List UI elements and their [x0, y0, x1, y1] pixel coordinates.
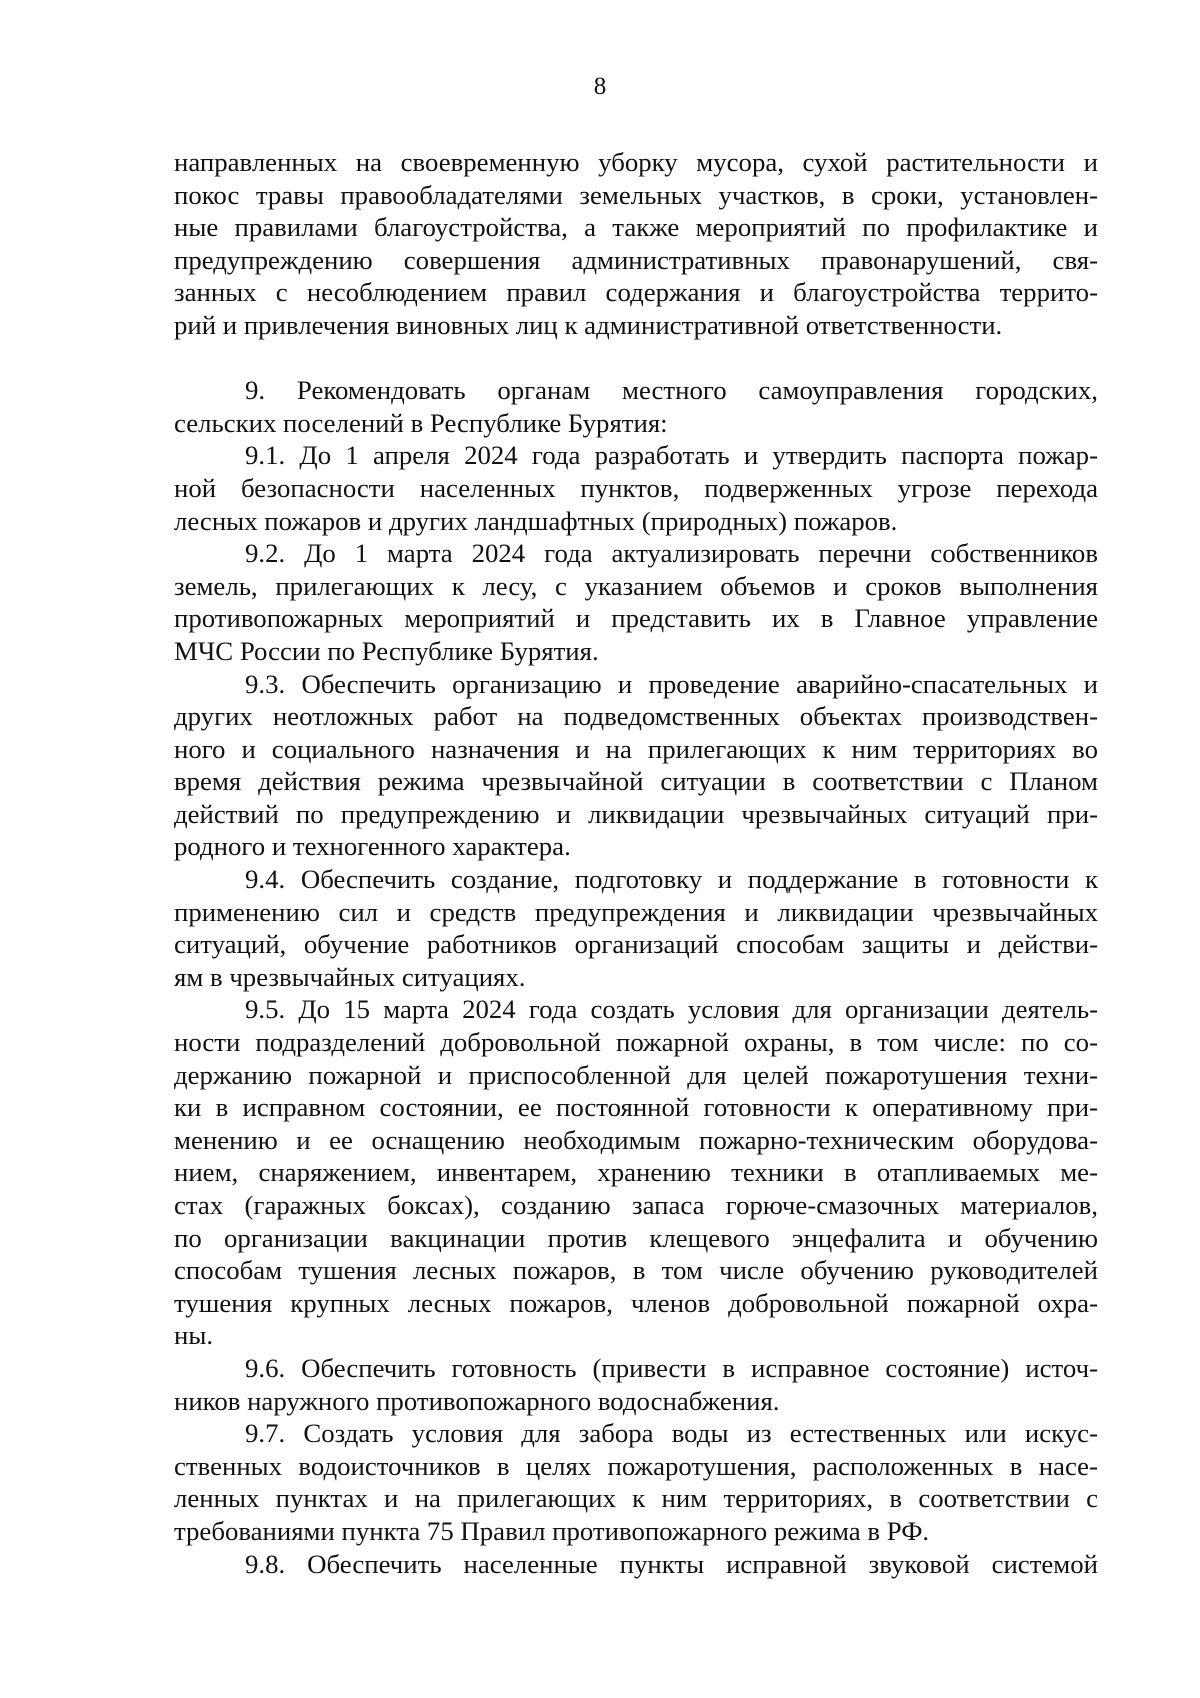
text-line: держанию пожарной и приспособленной для целей пожаротушения техни- — [174, 1059, 1098, 1090]
text-line: требованиями пункта 75 Правил противопожарного режима в РФ. — [174, 1515, 930, 1546]
paragraph — [174, 1352, 1098, 1417]
text-line: ленных пунктах и на прилегающих к ним территориях, в соответствии с — [174, 1483, 1098, 1514]
text-line: ной безопасности населенных пунктов, подверженных угрозе перехода — [174, 472, 1098, 503]
text-line: ности подразделений добровольной пожарной охраны, в том числе: по со- — [174, 1027, 1098, 1058]
paragraph — [174, 537, 1098, 667]
text-line: 9.1. До 1 апреля 2024 года разработать и утвердить паспорта пожар- — [245, 440, 1098, 471]
document-body — [174, 146, 1098, 1580]
text-line: лесных пожаров и других ландшафтных (природных) пожаров. — [174, 505, 898, 536]
text-line: 9.8. Обеспечить населенные пункты исправной звуковой системой — [245, 1548, 1098, 1579]
text-line: земель, прилегающих к лесу, с указанием объемов и сроков выполнения — [174, 570, 1098, 601]
text-line: сельских поселений в Республике Бурятия: — [174, 407, 668, 438]
paragraph — [174, 374, 1098, 439]
text-line: предупреждению совершения административных правонарушений, свя- — [174, 244, 1098, 275]
text-line: стах (гаражных боксах), созданию запаса горюче-смазочных материалов, — [174, 1190, 1098, 1220]
text-line: менению и ее оснащению необходимым пожарно-техническим оборудова- — [174, 1124, 1098, 1155]
text-line: время действия режима чрезвычайной ситуации в соответствии с Планом — [174, 766, 1098, 797]
text-line: занных с несоблюдением правил содержания и благоустройства террито- — [174, 277, 1098, 308]
text-line: 9.2. До 1 марта 2024 года актуализировать перечни собственников — [245, 538, 1098, 569]
paragraph — [174, 146, 1098, 342]
paragraph — [174, 439, 1098, 537]
text-line: действий по предупреждению и ликвидации чрезвычайных ситуаций при- — [174, 798, 1098, 829]
paragraph — [174, 993, 1098, 1352]
text-line: ного и социального назначения и на прилегающих к ним территориях во — [174, 733, 1098, 764]
text-line: ям в чрезвычайных ситуациях. — [174, 961, 526, 992]
text-line: других неотложных работ на подведомственных объектах производствен- — [174, 701, 1098, 732]
paragraph — [174, 668, 1098, 864]
text-line: тушения крупных лесных пожаров, членов добровольной пожарной охра- — [174, 1287, 1098, 1318]
text-line: рий и привлечения виновных лиц к административной ответственности. — [174, 309, 1003, 340]
text-line: нием, снаряжением, инвентарем, хранению техники в отапливаемых ме- — [174, 1157, 1098, 1188]
paragraph — [174, 1548, 1098, 1581]
text-line: 9.7. Создать условия для забора воды из естественных или искус- — [245, 1418, 1098, 1449]
text-line: покос травы правообладателями земельных участков, в сроки, установлен- — [174, 179, 1098, 210]
paragraph-spacer — [174, 342, 1098, 375]
text-line: 9.4. Обеспечить создание, подготовку и поддержание в готовности к — [245, 864, 1098, 895]
text-line: ные правилами благоустройства, а также мероприятий по профилактике и — [174, 212, 1098, 243]
text-line: 9.5. До 15 марта 2024 года создать условия для организации деятель- — [245, 994, 1098, 1025]
text-line: ственных водоисточников в целях пожаротушения, расположенных в насе- — [174, 1450, 1098, 1481]
text-line: 9. Рекомендовать органам местного самоуправления городских, — [245, 375, 1098, 406]
paragraph — [174, 1417, 1098, 1547]
text-line: ников наружного противопожарного водоснабжения. — [174, 1385, 780, 1416]
text-line: применению сил и средств предупреждения и ликвидации чрезвычайных — [174, 896, 1098, 927]
text-line: способам тушения лесных пожаров, в том числе обучению руководителей — [174, 1255, 1098, 1286]
text-line: МЧС России по Республике Бурятия. — [174, 635, 599, 666]
text-line: по организации вакцинации против клещевого энцефалита и обучению — [174, 1222, 1098, 1253]
paragraph — [174, 863, 1098, 993]
text-line: ки в исправном состоянии, ее постоянной готовности к оперативному при- — [174, 1092, 1098, 1123]
text-line: родного и техногенного характера. — [174, 831, 571, 862]
text-line: ситуаций, обучение работников организаций способам защиты и действи- — [174, 929, 1098, 960]
text-line: 9.3. Обеспечить организацию и проведение аварийно-спасательных и — [245, 668, 1098, 699]
text-line: 9.6. Обеспечить готовность (привести в исправное состояние) источ- — [245, 1352, 1098, 1383]
text-line: ны. — [174, 1320, 214, 1351]
text-line: противопожарных мероприятий и представить их в Главное управление — [174, 603, 1098, 634]
text-line: направленных на своевременную уборку мусора, сухой растительности и — [174, 147, 1098, 177]
page-number: 8 — [593, 73, 607, 100]
